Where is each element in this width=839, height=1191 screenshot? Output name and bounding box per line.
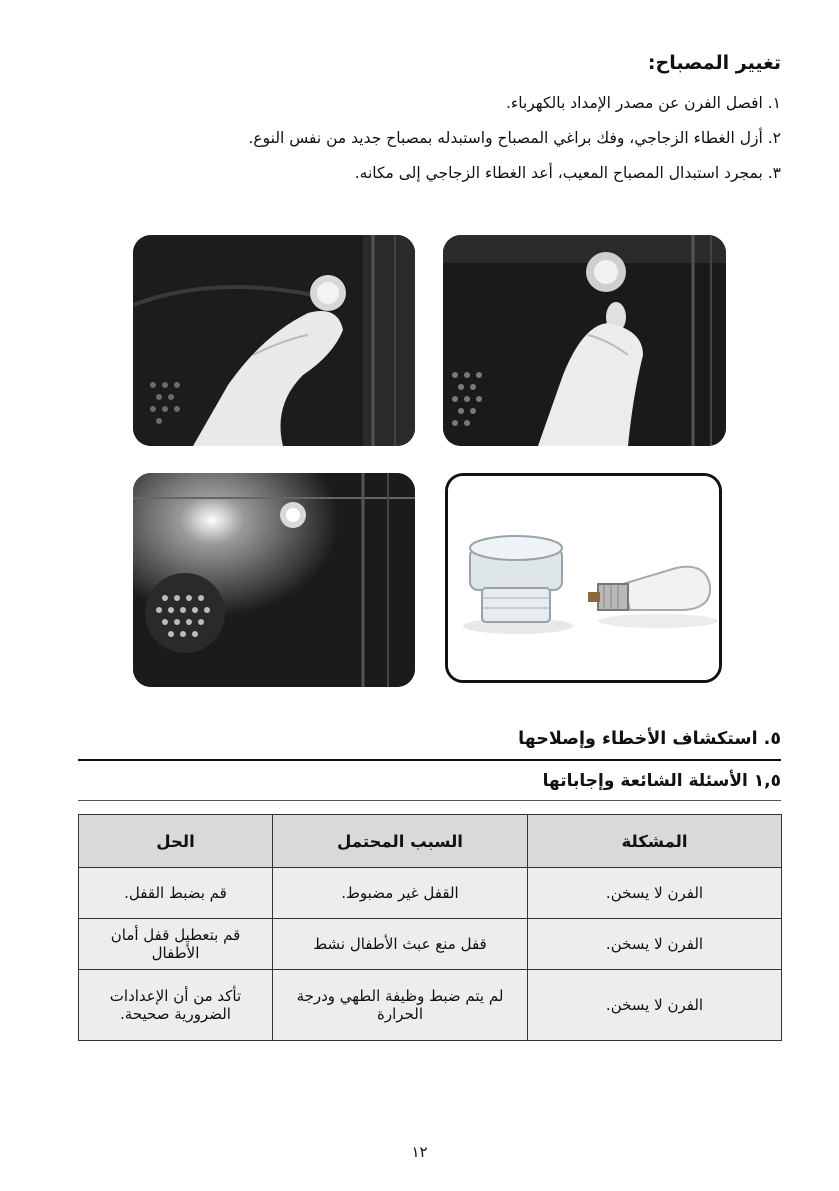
header-problem: المشكلة	[528, 815, 782, 868]
page-number: ١٢	[411, 1143, 428, 1161]
troubleshooting-section-title: ٥. استكشاف الأخطاء وإصلاحها	[518, 729, 781, 749]
cell-problem: الفرن لا يسخن.	[528, 868, 782, 919]
lamp-step-1: ١. افصل الفرن عن مصدر الإمداد بالكهرباء.	[506, 94, 781, 112]
cell-solution: قم بضبط القفل.	[79, 868, 273, 919]
header-possible-cause: السبب المحتمل	[273, 815, 528, 868]
cell-problem: الفرن لا يسخن.	[528, 970, 782, 1041]
faq-subsection-title: ١,٥ الأسئلة الشائعة وإجاباتها	[542, 771, 781, 791]
photo-glass-cover-and-bulb	[445, 473, 722, 683]
cell-cause: لم يتم ضبط وظيفة الطهي ودرجة الحرارة	[273, 970, 528, 1041]
cell-cause: القفل غير مضبوط.	[273, 868, 528, 919]
table-row	[79, 919, 782, 970]
photo-lit-oven-interior	[133, 473, 415, 687]
cell-solution: تأكد من أن الإعدادات الضرورية صحيحة.	[79, 970, 273, 1041]
lamp-step-2: ٢. أزل الغطاء الزجاجي، وفك براغي المصباح واستبدله بمصباح جديد من نفس النوع.	[248, 129, 781, 147]
section-divider	[78, 759, 781, 761]
subsection-divider	[78, 800, 781, 801]
table-row	[79, 868, 782, 919]
header-solution: الحل	[79, 815, 273, 868]
photo-hand-holding-bulb	[443, 235, 726, 446]
faq-header-row	[79, 815, 782, 868]
faq-table	[78, 814, 782, 1041]
cell-problem: الفرن لا يسخن.	[528, 919, 782, 970]
lamp-section-title: تغيير المصباح:	[647, 52, 781, 74]
table-row	[79, 970, 782, 1041]
photo-hand-unscrewing-cover	[133, 235, 415, 446]
cell-solution: قم بتعطيل قفل أمان الأطفال	[79, 919, 273, 970]
cell-cause: قفل منع عبث الأطفال نشط	[273, 919, 528, 970]
lamp-step-3: ٣. بمجرد استبدال المصباح المعيب، أعد الغطاء الزجاجي إلى مكانه.	[354, 164, 781, 182]
